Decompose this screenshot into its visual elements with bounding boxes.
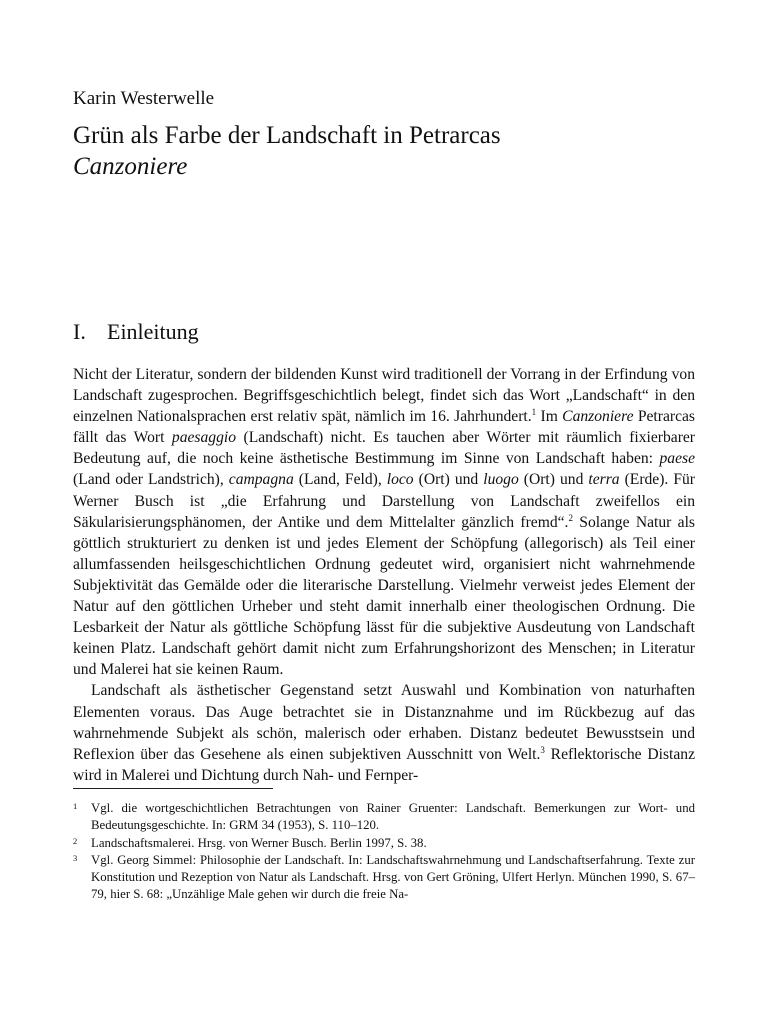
paragraph-2: Landschaft als ästhetischer Gegenstand setzt Auswahl und Kombination von naturhaften Elementen voraus. Das Auge betrachtet sie in Distanznahme und im Rückbezug auf das wahrnehmende Subjekt als schön, malerisch oder erhaben. Distanz bedeutet Bewusstsein und Reflexion über das Gesehene als einen subjektiven Ausschnitt von Welt.$^3$ Reflektorische Distanz wird in Malerei und Dichtung durch Nah- und Fernper- — [73, 682, 696, 784]
title-line-2: Canzoniere — [73, 153, 188, 180]
article-title — [73, 120, 693, 182]
footnote-2 — [73, 835, 695, 852]
footnote-mark: 1 — [73, 801, 78, 811]
footnote-ref-2: 2 — [568, 512, 573, 523]
footnote-mark: 3 — [73, 852, 78, 863]
author-name: Karin Westerwelle — [73, 88, 215, 109]
title-line-1: Grün als Farbe der Landschaft in Petrarcas — [73, 122, 501, 149]
footnote-ref-3: 3 — [540, 744, 545, 755]
paragraph-1: Nicht der Literatur, sondern der bildenden Kunst wird traditionell der Vorrang in der Erfindung von Landschaft zugesprochen. Begriffsgeschichtlich belegt, findet sich das Wort „Landschaft“ in den einzelnen Nationalsprachen erst relativ spät, nämlich im 16. Jahrhundert.$^1$ Im Canzoniere Petrarcas fällt das Wort paesaggio (Landschaft) nicht. Es tauchen aber Wörter mit räumlich fixierbarer Bedeutung auf, die noch keine ästhetische Bestimmung im Sinne von Landschaft haben: paese (Land oder Landstrich), campagna (Land, Feld), loco (Ort) und luogo (Ort) und terra (Erde). Für Werner Busch ist „die Erfahrung und Darstellung von Landschaft zweifellos ein Säkularisierungsphänomen, der Antike und dem Mittelalter gänzlich fremd“.$^2$ Solange Natur als göttlich strukturiert zu denken ist und jedes Element der Schöpfung (allegorisch) als Teil einer allumfassenden heilsgeschichtlichen Ordnung gedeutet wird, organisiert nicht wahrnehmende Subjektivität das Gemälde oder die literarische Darstellung. Vielmehr verweist jedes Element der Natur auf den göttlichen Urheber und steht damit innerhalb einer theologischen Ordnung. Die Lesbarkeit der Natur als göttliche Schöpfung lässt für die subjektive Ausdeutung von Landschaft keinen Platz. Landschaft gehört damit nicht zum Erfahrungshorizont des Menschen; in Literatur und Malerei hat sie keinen Raum. — [73, 366, 696, 679]
footnote-1 — [73, 800, 695, 835]
footnote-ref-1: 1 — [531, 407, 537, 417]
footnote-separator — [73, 788, 273, 789]
footnote-mark: 2 — [73, 835, 78, 846]
footnote-text: Vgl. die wortgeschichtlichen Betrachtungen von Rainer Gruenter: Landschaft. Bemerkungen zur Wort- und Bedeutungsgeschichte. In: GRM 34 (1953), S. 110–120. — [91, 801, 695, 833]
section-title: Einleitung — [107, 319, 199, 344]
footnote-3 — [73, 852, 695, 904]
footnote-text: Landschaftsmalerei. Hrsg. von Werner Busch. Berlin 1997, S. 38. — [91, 835, 427, 850]
section-number: I. — [73, 319, 86, 344]
footnotes — [73, 800, 695, 904]
body-text — [73, 364, 695, 786]
section-heading — [73, 318, 199, 346]
footnote-text: Vgl. Georg Simmel: Philosophie der Landschaft. In: Landschaftswahrnehmung und Landschaftserfahrung. Texte zur Konstitution und Rezeption von Natur als Landschaft. Hrsg. von Gert Gröning, Ulfert Herlyn. München 1990, S. 67–79, hier S. 68: „Unzählige Male gehen wir durch die freie Na- — [91, 852, 695, 902]
